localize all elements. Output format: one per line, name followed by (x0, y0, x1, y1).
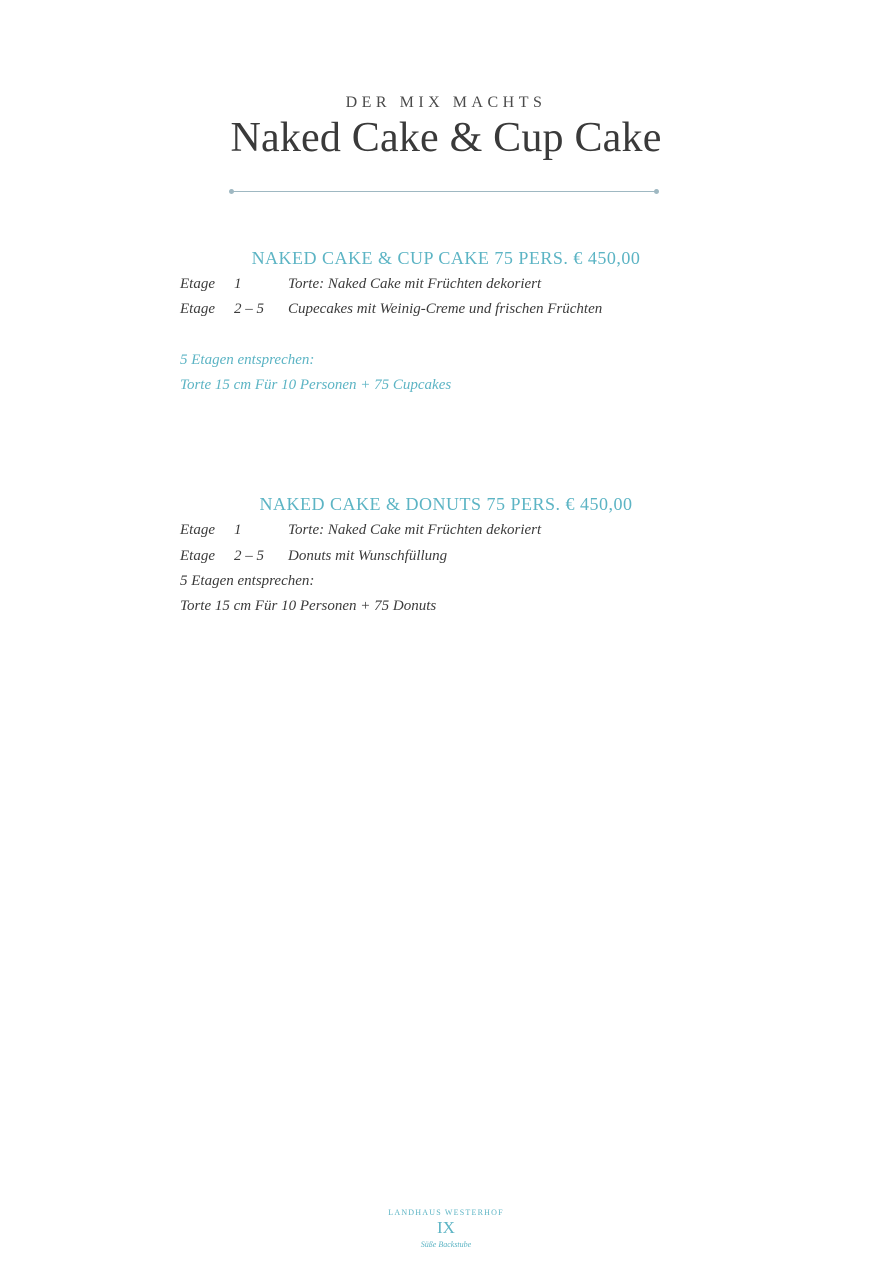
row-level: 1 (234, 276, 242, 292)
row-label: Etage (180, 276, 215, 292)
section1-note-line2: Torte 15 cm Für 10 Personen + 75 Cupcakes (180, 377, 452, 393)
section-heading-donuts: NAKED CAKE & DONUTS 75 PERS. € 450,00 (259, 494, 633, 514)
row-description: Torte: Naked Cake mit Früchten dekoriert (288, 276, 542, 292)
footer-brand: LANDHAUS WESTERHOF (388, 1208, 504, 1217)
row-label: Etage (180, 548, 215, 564)
page-kicker: DER MIX MACHTS (345, 94, 547, 111)
row-description: Donuts mit Wunschfüllung (288, 548, 448, 564)
page-title: Naked Cake & Cup Cake (230, 115, 662, 161)
section-heading-cupcake: NAKED CAKE & CUP CAKE 75 PERS. € 450,00 (251, 248, 641, 268)
section2-note-line2: Torte 15 cm Für 10 Personen + 75 Donuts (180, 598, 437, 614)
row-description: Cupecakes mit Weinig-Creme und frischen Früchten (288, 301, 603, 317)
footer-subtitle: Süße Backstube (420, 1240, 472, 1249)
row-level: 2 – 5 (234, 548, 264, 564)
divider-dot-right (654, 189, 659, 194)
row-level: 1 (234, 522, 242, 538)
row-label: Etage (180, 522, 215, 538)
row-label: Etage (180, 301, 215, 317)
row-level: 2 – 5 (234, 301, 264, 317)
section2-note-line1: 5 Etagen entsprechen: (180, 573, 315, 589)
footer-page-number: IX (437, 1218, 455, 1237)
title-divider (231, 191, 657, 192)
divider-dot-left (229, 189, 234, 194)
row-description: Torte: Naked Cake mit Früchten dekoriert (288, 522, 542, 538)
section1-note-line1: 5 Etagen entsprechen: (180, 352, 315, 368)
